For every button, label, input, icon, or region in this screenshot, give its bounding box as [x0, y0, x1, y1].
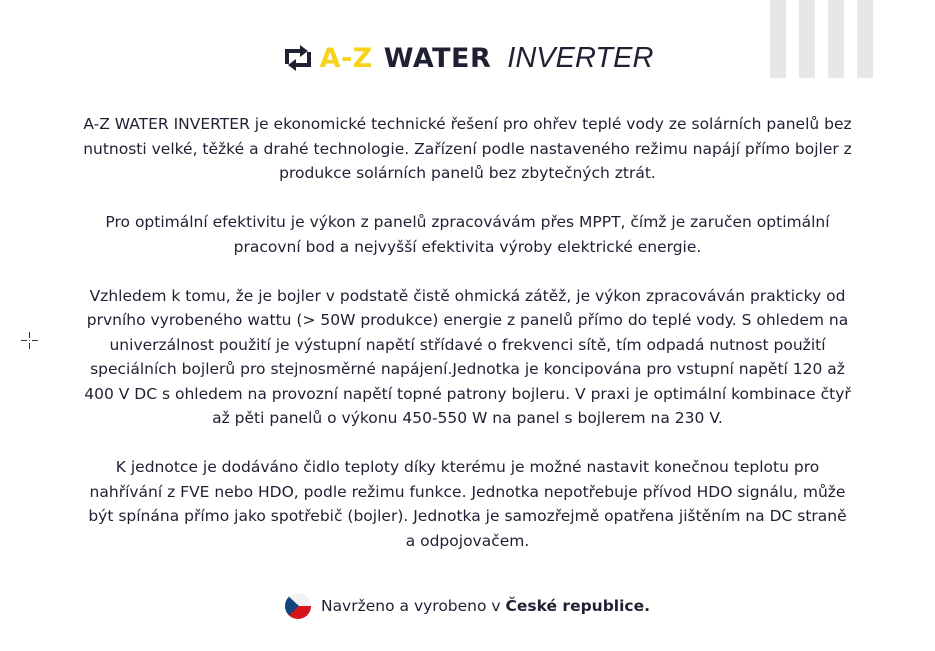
footer-country: České republice.	[505, 597, 651, 615]
crosshair-cursor-icon	[21, 332, 38, 349]
brand-logo	[0, 38, 935, 78]
made-in-footer	[0, 592, 935, 620]
logo-text-water: WATER	[383, 42, 492, 74]
paragraph-ohmic-load: Vzhledem k tomu, že je bojler v podstatě čistě ohmická zátěž, je výkon zpracováván prakticky od prvního vyrobeného wattu (> 50W produkce) energie z panelů přímo do teplé vody. S ohledem na univerzálnost použití je výstupní napětí střídavé o frekvenci sítě, tím odpadá nutnost použití speciálních bojlerů pro stejnosměrné napájení.Jednotka je koncipována pro vstupní napětí 120 až 400 V DC s ohledem na provozní napětí topné patrony bojleru. V praxi je optimální kombinace čtyř až pěti panelů o výkonu 450-550 W na panel s bojlerem na 230 V.	[84, 286, 851, 427]
czech-flag-icon	[285, 593, 311, 619]
logo-text-az: A-Z	[319, 42, 373, 74]
description-text	[82, 112, 853, 578]
refresh-arrows-icon	[282, 44, 314, 72]
footer-text: Navrženo a vyrobeno v	[320, 597, 506, 615]
paragraph-intro: A-Z WATER INVERTER je ekonomické technické řešení pro ohřev teplé vody ze solárních panelů bez nutnosti velké, těžké a drahé technologie. Zařízení podle nastaveného režimu napájí přímo bojler z produkce solárních panelů bez zbytečných ztrát.	[83, 115, 852, 182]
logo-text-inverter: INVERTER	[507, 41, 654, 74]
paragraph-sensor: K jednotce je dodáváno čidlo teploty díky kterému je možné nastavit konečnou teplotu pro nahřívání z FVE nebo HDO, podle režimu funkce. Jednotka nepotřebuje přívod HDO signálu, může být spínána přímo jako spotřebič (bojler). Jednotka je samozřejmě opatřena jištěním na DC straně a odpojovačem.	[88, 458, 847, 550]
paragraph-mppt: Pro optimální efektivitu je výkon z panelů zpracovávám přes MPPT, čímž je zaručen optimální pracovní bod a nejvyšší efektivita výroby elektrické energie.	[105, 213, 830, 256]
